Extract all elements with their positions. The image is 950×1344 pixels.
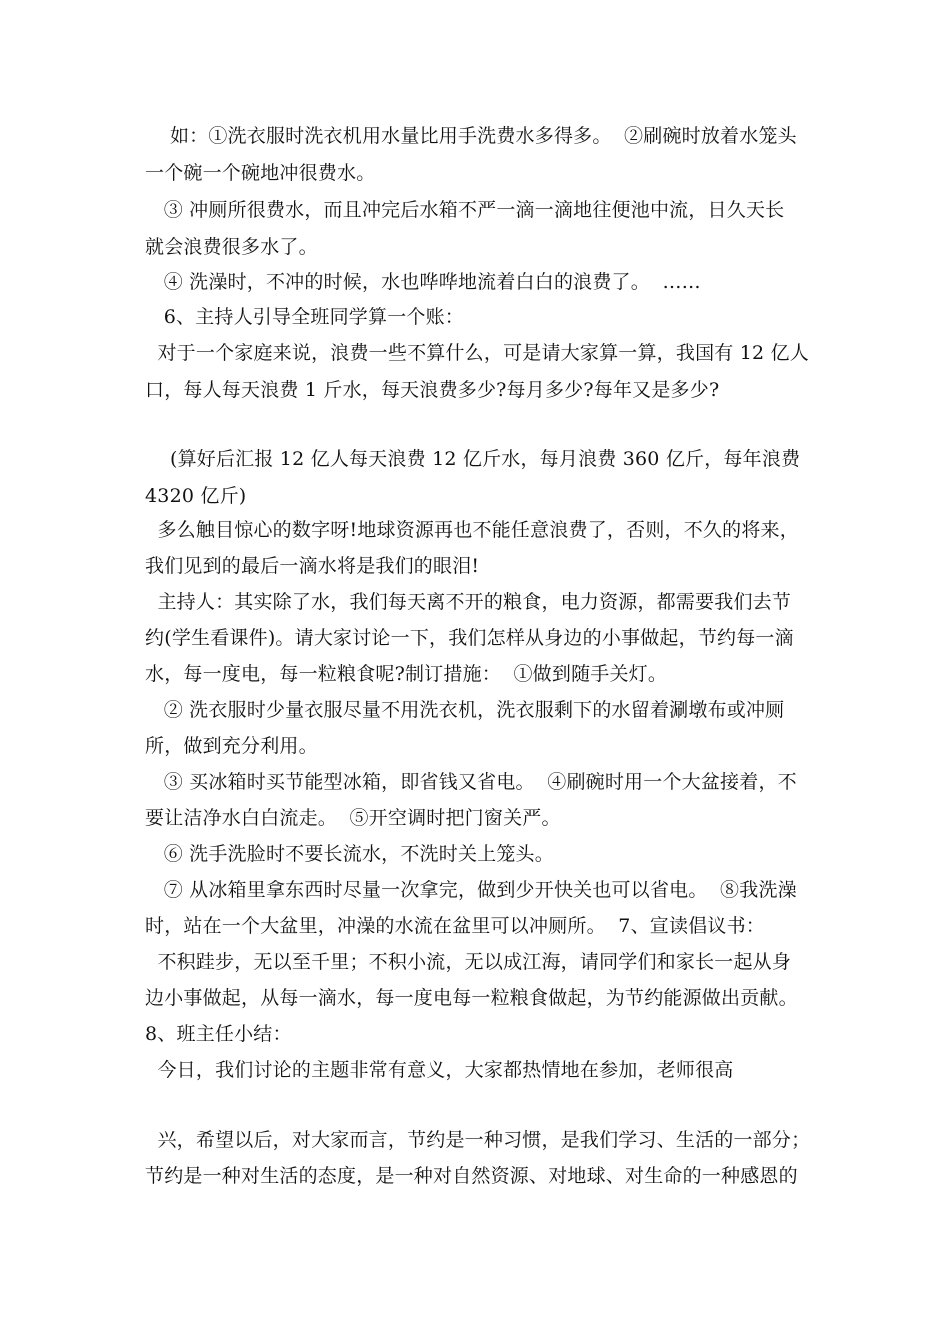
text-line: 兴，希望以后，对大家而言，节约是一种习惯，是我们学习、生活的一部分； (145, 1129, 811, 1151)
text-line: 边小事做起，从每一滴水，每一度电每一粒粮食做起，为节约能源做出贡献。 (145, 987, 798, 1009)
text-line: 如：①洗衣服时洗衣机用水量比用手洗费水多得多。 ②刷碗时放着水笼头 (145, 125, 797, 147)
text-line: 水，每一度电，每一粒粮食呢?制订措施： ①做到随手关灯。 (145, 663, 668, 685)
text-line: 我们见到的最后一滴水将是我们的眼泪! (145, 555, 480, 577)
text-line: 所，做到充分利用。 (145, 735, 318, 757)
text-line: 主持人：其实除了水，我们每天离不开的粮食，电力资源，都需要我们去节 (145, 591, 792, 613)
text-line: 口，每人每天浪费 1 斤水，每天浪费多少?每月多少?每年又是多少? (145, 379, 720, 401)
text-line: 时，站在一个大盆里，冲澡的水流在盆里可以冲厕所。 7、宣读倡议书： (145, 915, 765, 937)
text-line: 不积跬步，无以至千里；不积小流，无以成江海，请同学们和家长一起从身 (145, 951, 792, 973)
text-line: ③ 买冰箱时买节能型冰箱，即省钱又省电。 ④刷碗时用一个大盆接着，不 (145, 771, 797, 793)
text-line: ③ 冲厕所很费水，而且冲完后水箱不严一滴一滴地往便池中流，日久天长 (145, 199, 785, 221)
text-line: 一个碗一个碗地冲很费水。 (145, 162, 376, 184)
text-line: 多么触目惊心的数字呀!地球资源再也不能任意浪费了，否则，不久的将来， (145, 519, 799, 541)
text-line: 4320 亿斤) (145, 485, 247, 507)
text-line: 今日，我们讨论的主题非常有意义，大家都热情地在参加，老师很高 (145, 1059, 734, 1081)
text-line: 节约是一种对生活的态度，是一种对自然资源、对地球、对生命的一种感恩的 (145, 1165, 798, 1187)
text-line: 要让洁净水白白流走。 ⑤开空调时把门窗关严。 (145, 807, 561, 829)
text-line: 6、主持人引导全班同学算一个账： (145, 306, 465, 328)
text-line: ⑥ 洗手洗脸时不要长流水，不洗时关上笼头。 (145, 843, 554, 865)
text-line: (算好后汇报 12 亿人每天浪费 12 亿斤水，每月浪费 360 亿斤，每年浪费 (145, 448, 801, 470)
text-line: 8、班主任小结： (145, 1023, 292, 1045)
text-line: ② 洗衣服时少量衣服尽量不用洗衣机，洗衣服剩下的水留着涮墩布或冲厕 (145, 699, 785, 721)
text-line: 约(学生看课件)。请大家讨论一下，我们怎样从身边的小事做起，节约每一滴 (145, 627, 794, 649)
text-line: ⑦ 从冰箱里拿东西时尽量一次拿完，做到少开快关也可以省电。 ⑧我洗澡 (145, 879, 797, 901)
text-line: 就会浪费很多水了。 (145, 236, 318, 258)
text-line: 对于一个家庭来说，浪费一些不算什么，可是请大家算一算，我国有 12 亿人 (145, 342, 809, 364)
text-line: ④ 洗澡时，不冲的时候，水也哗哗地流着白白的浪费了。 …… (145, 271, 701, 293)
